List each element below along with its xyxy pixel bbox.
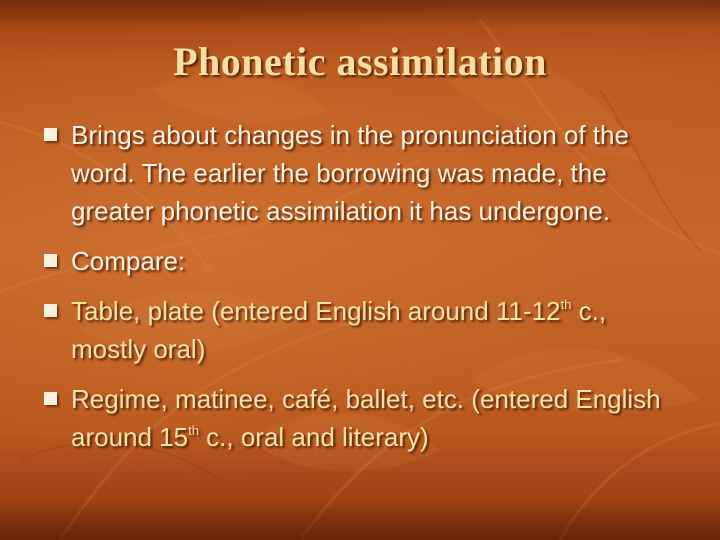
bullet-text-main: Table, plate (entered English around 11-12 [71,296,561,326]
bullet-item [44,116,684,230]
bullet-text: Compare: [71,246,186,276]
bullet-item [44,292,684,368]
ordinal-suffix: th [560,297,572,312]
top-shade [0,0,720,28]
bullet-item [44,380,684,456]
bullet-text: Brings about changes in the pronunciation of the word. The earlier the borrowing was made, the greater phonetic assimilation it has undergone. [71,120,629,226]
bottom-shade [0,500,720,540]
slide-title: Phonetic assimilation [173,39,547,84]
bullet-item [44,242,684,280]
bullet-text-tail: c., oral and literary) [198,422,429,452]
square-bullet-icon [44,392,57,405]
square-bullet-icon [44,304,57,317]
bullet-text-tail: c., mostly oral) [71,296,607,364]
bullet-list [44,116,684,468]
bullet-text-main: Regime, matinee, café, ballet, etc. (entered English around 15 [71,384,661,452]
bullet-text [71,296,606,364]
ordinal-suffix: th [188,423,199,438]
square-bullet-icon [44,128,57,141]
square-bullet-icon [44,254,57,267]
bullet-text [71,384,661,452]
